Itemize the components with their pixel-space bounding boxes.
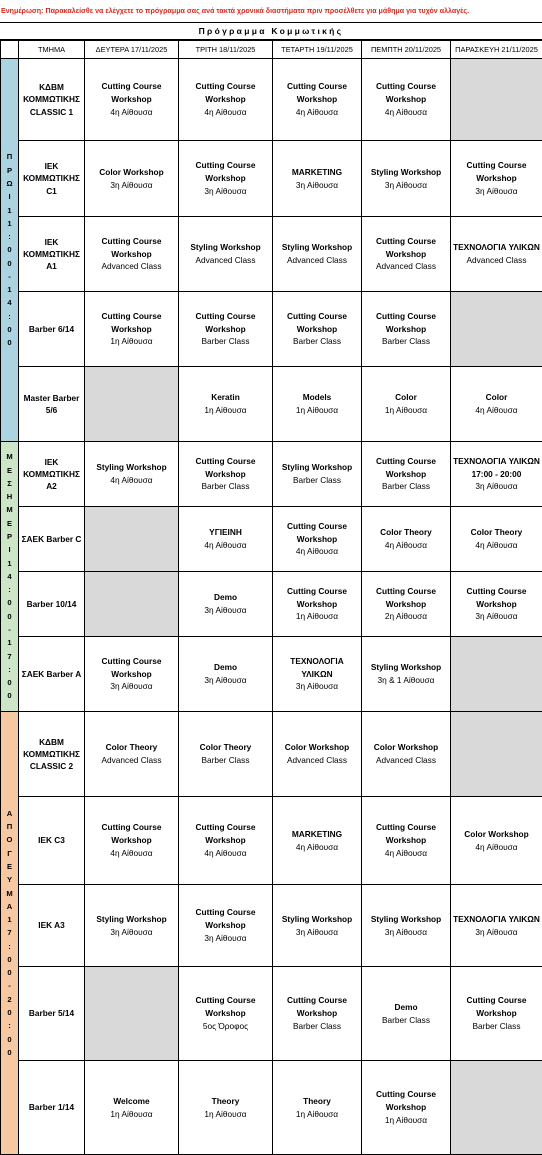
class-slot-friday	[451, 797, 542, 885]
course-title: Cutting Course Workshop	[275, 585, 359, 611]
course-title: Color Workshop	[364, 741, 448, 754]
course-room: 3η Αίθουσα	[275, 926, 359, 939]
class-slot-friday	[451, 572, 542, 637]
course-room: Barber Class	[181, 480, 270, 493]
header-row	[1, 41, 542, 59]
empty-slot-friday	[451, 712, 542, 797]
course-title: Color Theory	[453, 526, 540, 539]
course-room: 3η Αίθουσα	[181, 185, 270, 198]
class-slot-monday	[85, 217, 179, 292]
table-row	[1, 637, 542, 712]
department-cell: ΚΔΒΜ ΚΟΜΜΩΤΙΚΗΣ CLASSIC 1	[19, 59, 85, 141]
course-room: Advanced Class	[275, 254, 359, 267]
course-room: 1η Αίθουσα	[275, 404, 359, 417]
course-room: Barber Class	[453, 1020, 540, 1033]
class-slot-tuesday	[179, 1061, 273, 1155]
class-slot-wednesday	[273, 967, 362, 1061]
course-room: 1η Αίθουσα	[181, 1108, 270, 1121]
empty-slot-friday	[451, 1061, 542, 1155]
class-slot-friday	[451, 141, 542, 217]
table-row	[1, 292, 542, 367]
course-room: 4η Αίθουσα	[87, 106, 176, 119]
class-slot-thursday	[362, 217, 451, 292]
course-title: Cutting Course Workshop	[364, 821, 448, 847]
department-cell: ΚΔΒΜ ΚΟΜΜΩΤΙΚΗΣ CLASSIC 2	[19, 712, 85, 797]
header-wednesday: ΤΕΤΑΡΤΗ 19/11/2025	[273, 41, 362, 59]
empty-slot-monday	[85, 967, 179, 1061]
class-slot-wednesday	[273, 507, 362, 572]
course-room: 4η Αίθουσα	[181, 539, 270, 552]
course-title: Cutting Course Workshop	[275, 310, 359, 336]
course-room: Barber Class	[181, 335, 270, 348]
course-room: 3η Αίθουσα	[181, 674, 270, 687]
class-slot-thursday	[362, 885, 451, 967]
course-room: 3η Αίθουσα	[275, 680, 359, 693]
course-title: Styling Workshop	[181, 241, 270, 254]
class-slot-friday	[451, 367, 542, 442]
course-title: Cutting Course Workshop	[275, 80, 359, 106]
course-room: Barber Class	[275, 335, 359, 348]
class-slot-thursday	[362, 1061, 451, 1155]
course-title: Color Workshop	[275, 741, 359, 754]
class-slot-thursday	[362, 797, 451, 885]
course-room: 3η Αίθουσα	[364, 926, 448, 939]
department-cell: ΣΑΕΚ Barber C	[19, 507, 85, 572]
course-title: Cutting Course Workshop	[87, 821, 176, 847]
department-cell: Barber 5/14	[19, 967, 85, 1061]
table-row	[1, 367, 542, 442]
course-title: Color	[364, 391, 448, 404]
course-title: Color Theory	[364, 526, 448, 539]
course-room: Advanced Class	[87, 260, 176, 273]
class-slot-wednesday	[273, 885, 362, 967]
course-room: 3η & 1 Αίθουσα	[364, 674, 448, 687]
course-title: Cutting Course Workshop	[181, 821, 270, 847]
table-row	[1, 507, 542, 572]
course-title: Demo	[364, 1001, 448, 1014]
course-room: 4η Αίθουσα	[87, 847, 176, 860]
header-friday: ΠΑΡΑΣΚΕΥΗ 21/11/2025	[451, 41, 542, 59]
course-title: Styling Workshop	[87, 461, 176, 474]
course-room: 5ος Όροφος	[181, 1020, 270, 1033]
course-title: Cutting Course Workshop	[364, 80, 448, 106]
page-title: Πρόγραμμα Κομμωτικής	[0, 22, 542, 40]
course-room: 4η Αίθουσα	[275, 545, 359, 558]
table-row	[1, 217, 542, 292]
empty-slot-friday	[451, 59, 542, 141]
class-slot-tuesday	[179, 797, 273, 885]
course-title: Theory	[181, 1095, 270, 1108]
course-room: Barber Class	[181, 754, 270, 767]
course-title: ΥΓΙΕΙΝΗ	[181, 526, 270, 539]
class-slot-thursday	[362, 507, 451, 572]
period-label: Α Π Ο Γ Ε Υ Μ Α 1 7 : 0 0 - 2 0 : 0 0	[1, 807, 18, 1059]
course-room: 4η Αίθουσα	[364, 106, 448, 119]
class-slot-thursday	[362, 367, 451, 442]
class-slot-thursday	[362, 141, 451, 217]
department-cell: Barber 1/14	[19, 1061, 85, 1155]
course-room: 4η Αίθουσα	[181, 847, 270, 860]
class-slot-monday	[85, 59, 179, 141]
course-title: Cutting Course Workshop	[275, 520, 359, 546]
department-cell: ΙΕΚ Α3	[19, 885, 85, 967]
header-dept: ΤΜΗΜΑ	[19, 41, 85, 59]
class-slot-thursday	[362, 637, 451, 712]
course-room: 1η Αίθουσα	[87, 335, 176, 348]
course-title: Styling Workshop	[275, 241, 359, 254]
class-slot-wednesday	[273, 572, 362, 637]
course-room: 4η Αίθουσα	[181, 106, 270, 119]
class-slot-tuesday	[179, 367, 273, 442]
period-afternoon	[1, 712, 19, 1155]
course-title: Color	[453, 391, 540, 404]
department-cell: Master Barber 5/6	[19, 367, 85, 442]
empty-slot-friday	[451, 637, 542, 712]
class-slot-friday	[451, 442, 542, 507]
course-room: Advanced Class	[453, 254, 540, 267]
course-room: 3η Αίθουσα	[181, 932, 270, 945]
course-room: 3η Αίθουσα	[87, 680, 176, 693]
class-slot-wednesday	[273, 367, 362, 442]
course-room: Barber Class	[364, 335, 448, 348]
class-slot-monday	[85, 442, 179, 507]
course-room: 3η Αίθουσα	[181, 604, 270, 617]
course-room: 4η Αίθουσα	[453, 404, 540, 417]
empty-slot-monday	[85, 572, 179, 637]
class-slot-thursday	[362, 572, 451, 637]
class-slot-wednesday	[273, 442, 362, 507]
course-title: Cutting Course Workshop	[181, 159, 270, 185]
class-slot-tuesday	[179, 59, 273, 141]
course-room: 3η Αίθουσα	[453, 926, 540, 939]
course-room: 4η Αίθουσα	[364, 539, 448, 552]
class-slot-monday	[85, 885, 179, 967]
class-slot-wednesday	[273, 292, 362, 367]
course-title: Cutting Course Workshop	[364, 1088, 448, 1114]
period-midday	[1, 442, 19, 712]
class-slot-tuesday	[179, 637, 273, 712]
course-room: Advanced Class	[364, 260, 448, 273]
course-title: ΤΕΧΝΟΛΟΓΙΑ ΥΛΙΚΩΝ	[453, 241, 540, 254]
course-room: 1η Αίθουσα	[181, 404, 270, 417]
empty-slot-monday	[85, 507, 179, 572]
course-room: 3η Αίθουσα	[453, 185, 540, 198]
table-row	[1, 797, 542, 885]
course-room: 4η Αίθουσα	[453, 539, 540, 552]
course-title: Welcome	[87, 1095, 176, 1108]
course-title: Theory	[275, 1095, 359, 1108]
class-slot-tuesday	[179, 217, 273, 292]
course-title: Cutting Course Workshop	[181, 80, 270, 106]
class-slot-tuesday	[179, 712, 273, 797]
course-title: Cutting Course Workshop	[181, 994, 270, 1020]
course-title: Cutting Course Workshop	[87, 80, 176, 106]
class-slot-friday	[451, 885, 542, 967]
class-slot-monday	[85, 292, 179, 367]
course-title: Cutting Course Workshop	[364, 310, 448, 336]
course-title: Styling Workshop	[87, 913, 176, 926]
course-title: Styling Workshop	[364, 661, 448, 674]
class-slot-wednesday	[273, 217, 362, 292]
class-slot-thursday	[362, 292, 451, 367]
class-slot-wednesday	[273, 637, 362, 712]
period-label: Μ Ε Σ Η Μ Ε Ρ Ι 1 4 : 0 0 - 1 7 : 0 0	[1, 450, 18, 702]
class-slot-tuesday	[179, 141, 273, 217]
course-title: Color Workshop	[87, 166, 176, 179]
course-room: 1η Αίθουσα	[275, 610, 359, 623]
department-cell: ΙΕΚ ΚΟΜΜΩΤΙΚΗΣ C1	[19, 141, 85, 217]
class-slot-wednesday	[273, 712, 362, 797]
course-title: MARKETING	[275, 166, 359, 179]
course-title: Cutting Course Workshop	[364, 235, 448, 261]
course-room: 4η Αίθουσα	[87, 474, 176, 487]
course-title: Cutting Course Workshop	[87, 235, 176, 261]
course-room: 4η Αίθουσα	[275, 841, 359, 854]
course-room: 1η Αίθουσα	[364, 404, 448, 417]
department-cell: ΣΑΕΚ Barber A	[19, 637, 85, 712]
period-morning	[1, 59, 19, 442]
course-title: Color Theory	[181, 741, 270, 754]
course-title: Cutting Course Workshop	[453, 994, 540, 1020]
course-room: Advanced Class	[364, 754, 448, 767]
table-row	[1, 1061, 542, 1155]
course-title: Demo	[181, 591, 270, 604]
course-title: Demo	[181, 661, 270, 674]
course-title: Cutting Course Workshop	[364, 585, 448, 611]
empty-slot-friday	[451, 292, 542, 367]
class-slot-friday	[451, 967, 542, 1061]
course-title: Color Workshop	[453, 828, 540, 841]
course-room: 3η Αίθουσα	[275, 179, 359, 192]
course-room: Advanced Class	[275, 754, 359, 767]
course-title: ΤΕΧΝΟΛΟΓΙΑ ΥΛΙΚΩΝ	[275, 655, 359, 681]
course-title: MARKETING	[275, 828, 359, 841]
department-cell: ΙΕΚ ΚΟΜΜΩΤΙΚΗΣ Α2	[19, 442, 85, 507]
course-room: 2η Αίθουσα	[364, 610, 448, 623]
class-slot-monday	[85, 712, 179, 797]
course-room: Barber Class	[364, 480, 448, 493]
class-slot-wednesday	[273, 59, 362, 141]
department-cell: Barber 6/14	[19, 292, 85, 367]
period-label: Π Ρ Ω Ι 1 1 : 0 0 - 1 4 : 0 0	[1, 150, 18, 349]
table-row	[1, 141, 542, 217]
course-title: Cutting Course Workshop	[364, 455, 448, 481]
empty-slot-monday	[85, 367, 179, 442]
department-cell: Barber 10/14	[19, 572, 85, 637]
class-slot-wednesday	[273, 141, 362, 217]
course-room: 3η Αίθουσα	[87, 926, 176, 939]
class-slot-tuesday	[179, 507, 273, 572]
course-room: 1η Αίθουσα	[87, 1108, 176, 1121]
class-slot-tuesday	[179, 292, 273, 367]
course-room: 3η Αίθουσα	[453, 610, 540, 623]
course-room: Barber Class	[275, 474, 359, 487]
course-room: 4η Αίθουσα	[364, 847, 448, 860]
course-title: Styling Workshop	[275, 461, 359, 474]
table-row	[1, 572, 542, 637]
header-tuesday: ΤΡΙΤΗ 18/11/2025	[179, 41, 273, 59]
course-room: Barber Class	[364, 1014, 448, 1027]
table-row	[1, 59, 542, 141]
course-room: 3η Αίθουσα	[453, 480, 540, 493]
course-title: Cutting Course Workshop	[275, 994, 359, 1020]
department-cell: ΙΕΚ ΚΟΜΜΩΤΙΚΗΣ Α1	[19, 217, 85, 292]
course-title: Cutting Course Workshop	[181, 310, 270, 336]
course-title: Keratin	[181, 391, 270, 404]
table-row	[1, 967, 542, 1061]
table-row	[1, 712, 542, 797]
course-title: ΤΕΧΝΟΛΟΓΙΑ ΥΛΙΚΩΝ 17:00 - 20:00	[453, 455, 540, 481]
class-slot-monday	[85, 797, 179, 885]
course-title: Color Theory	[87, 741, 176, 754]
course-room: Barber Class	[275, 1020, 359, 1033]
class-slot-tuesday	[179, 442, 273, 507]
class-slot-wednesday	[273, 797, 362, 885]
table-row	[1, 442, 542, 507]
schedule-table	[0, 40, 542, 1155]
course-room: 3η Αίθουσα	[87, 179, 176, 192]
header-thursday: ΠΕΜΠΤΗ 20/11/2025	[362, 41, 451, 59]
class-slot-monday	[85, 141, 179, 217]
class-slot-thursday	[362, 59, 451, 141]
course-title: Cutting Course Workshop	[181, 906, 270, 932]
class-slot-tuesday	[179, 967, 273, 1061]
course-title: Cutting Course Workshop	[87, 655, 176, 681]
course-room: 3η Αίθουσα	[364, 179, 448, 192]
class-slot-thursday	[362, 442, 451, 507]
course-title: Styling Workshop	[364, 913, 448, 926]
course-title: Cutting Course Workshop	[453, 585, 540, 611]
class-slot-tuesday	[179, 885, 273, 967]
class-slot-wednesday	[273, 1061, 362, 1155]
course-title: Cutting Course Workshop	[453, 159, 540, 185]
course-title: Cutting Course Workshop	[181, 455, 270, 481]
course-room: 1η Αίθουσα	[275, 1108, 359, 1121]
class-slot-friday	[451, 507, 542, 572]
course-room: Advanced Class	[181, 254, 270, 267]
course-room: Advanced Class	[87, 754, 176, 767]
course-title: Styling Workshop	[275, 913, 359, 926]
update-notice: Ενημέρωση: Παρακαλείσθε να ελέγχετε το πρόγραμμα σας ανά τακτά χρονικά διαστήματα πριν προσέλθετε για μάθημα για τυχόν αλλαγές.	[0, 0, 542, 22]
class-slot-tuesday	[179, 572, 273, 637]
header-monday: ΔΕΥΤΕΡΑ 17/11/2025	[85, 41, 179, 59]
class-slot-monday	[85, 637, 179, 712]
corner-cell	[1, 41, 19, 59]
course-title: Models	[275, 391, 359, 404]
course-room: 4η Αίθουσα	[453, 841, 540, 854]
course-room: 4η Αίθουσα	[275, 106, 359, 119]
department-cell: ΙΕΚ C3	[19, 797, 85, 885]
course-title: ΤΕΧΝΟΛΟΓΙΑ ΥΛΙΚΩΝ	[453, 913, 540, 926]
table-row	[1, 885, 542, 967]
course-title: Styling Workshop	[364, 166, 448, 179]
class-slot-friday	[451, 217, 542, 292]
course-room: 1η Αίθουσα	[364, 1114, 448, 1127]
course-title: Cutting Course Workshop	[87, 310, 176, 336]
class-slot-thursday	[362, 967, 451, 1061]
class-slot-thursday	[362, 712, 451, 797]
class-slot-monday	[85, 1061, 179, 1155]
